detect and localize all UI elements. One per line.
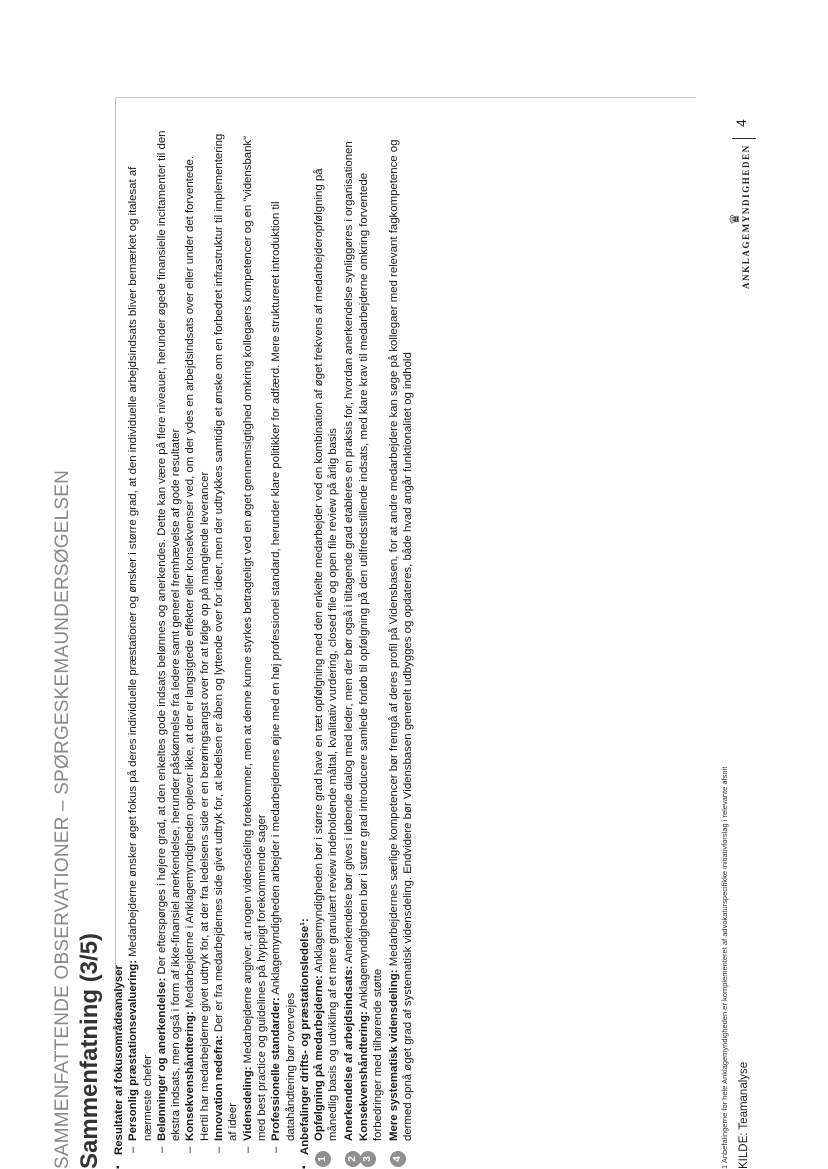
result-item-text: Medarbejderne ønsker øget fokus på deres individuelle præstationer og ønsker i større grad, at den individuelle arbejdsindsats bliver bemærket og italesat af nærmeste chefer	[127, 166, 154, 1141]
dash-bullet: –	[241, 1146, 254, 1153]
recommendation-text: Anklagemyndigheden bør i større grad have en tæt opfølgning med den enkelte medarbejder ved en kombination af øget frekvens af medarbejderopfølgning på månedlig basis og udvikling af et mere granulært review indeholdende måltal, kvalitativ vurdering, closed file og open file review på årlig basis	[313, 168, 340, 1141]
footer-separator	[732, 138, 756, 139]
recommendation-title: Konsekvenshåndtering:	[358, 1011, 371, 1141]
result-item-title: Vidensdeling:	[241, 1066, 254, 1141]
recommendation-item	[357, 129, 386, 1169]
result-item	[212, 129, 241, 1169]
result-item-text: Medarbejderne angiver, at nogen vidensdeling forekommer, men at denne kunne styrkes betragteligt ved en øget gennemsigtighed omkring kollegaers kompetencer og en "vidensbank" med best practice og guidelines på hyppigt forekommende sager	[241, 135, 268, 1141]
result-item	[183, 129, 212, 1169]
result-item-title: Belønninger og anerkendelse:	[155, 977, 168, 1141]
result-item-title: Personlig præstationsevaluering:	[127, 959, 140, 1141]
recommendation-item	[387, 129, 416, 1169]
recommendation-text: Anerkendelse bør gives i løbende dialog med leder, men der bør også i tiltagende grad etableres en praksis for, hvordan anerkendelse synliggøres i organisationen	[342, 141, 355, 966]
dash-bullet: –	[155, 1146, 168, 1153]
dash-bullet: –	[270, 1146, 283, 1153]
result-item	[126, 129, 155, 1169]
number-badge: 4	[390, 1151, 406, 1167]
result-item-title: Konsekvenshåndtering:	[184, 1011, 197, 1141]
recommendations-list	[312, 129, 415, 1169]
recommendation-title: Opfølgning på medarbejderne:	[313, 975, 326, 1141]
source-note: KILDE: Teamanalyse	[738, 1061, 750, 1169]
result-item-text: Der er fra medarbejdernes side givet udtryk for, at ledelsen er åben og lyttende over for ideer, men der udtrykkes samtidig et ønske om en forbedret infrastruktur til implementering af ideer	[213, 133, 240, 1141]
result-item-text: Der efterspørges i højere grad, at den enkeltes gode indsats belønnes og anerkendes. Dette kan være på flere niveauer, herunder øgede finansielle incitamenter til den ekstra indsats, men også i form af ikke-finansiel anerkendelse, herunder påskønnelse fra ledere samt generel fremhævelse af gode resultater	[155, 130, 183, 1141]
organization-logo	[727, 144, 758, 289]
recommendation-text: Anklagemyndigheden bør i større grad introducere samlede forløb til opfølgning på den utilfredsstillende indsats, med klare krav til medarbejderne omkring forventede forbedringer med tilhørende støtte	[358, 172, 385, 1141]
results-list	[126, 129, 298, 1169]
result-item-title: Professionelle standarder:	[270, 997, 283, 1141]
recommendation-title: Mere systematisk vidensdeling:	[387, 969, 400, 1141]
recommendation-title: Anerkendelse af arbejdsindsats:	[342, 965, 355, 1141]
footnote: 1 Anbefalingerne for hele Anklagemyndigheden er komplementeret af advokaturspecifikke initiativforslag i relevante afsnit	[720, 766, 729, 1169]
result-item-text: Anklagemyndigheden arbejder i medarbejdernes øjne med en høj professionel standard, herunder klare politikker for adfærd. Mere struktureret introduktion til datahåndtering bør overvejes	[270, 201, 297, 1141]
section-heading-recommendations: ▪ Anbefalinger drifts- og præstationsledelse¹:	[298, 129, 312, 1169]
number-badge: 3	[360, 1151, 376, 1167]
dash-bullet: –	[127, 1146, 140, 1153]
number-badge: 2	[345, 1151, 361, 1167]
recommendation-text: Medarbejdernes særlige kompetencer bør fremgå af deres profil på Vidensbasen, for at andre medarbejdere kan søge på kollegaer med relevant fagkompetence og dermed opnå øget grad af systematisk vidensdeling. Endvidere bør Vidensbasen generelt udbygges og opdateres, både hvad angår funktionalitet og indhold	[387, 139, 414, 1141]
page-supertitle: SAMMENFATTENDE OBSERVATIONER – SPØRGESKEMAUNDERSØGELSEN	[52, 469, 73, 1169]
section-heading-results: ▪ Resultater af fokusområdeanalyser	[112, 129, 126, 1169]
crown-icon: ♛	[727, 213, 742, 225]
recommendation-item	[342, 129, 356, 1169]
result-item-text: Medarbejderne i Anklagemyndigheden oplever ikke, at der er langsigtede effekter eller konsekvenser ved, om der ydes en arbejdsindsats over eller under det forventede. Hertil har medarbejderne givet udtryk for, at der fra ledelsens side er en berøringsangst over for at følge op på manglende leverancer	[184, 156, 211, 1141]
dash-bullet: –	[184, 1146, 197, 1153]
result-item	[241, 129, 270, 1169]
page-title: Sammenfatning (3/5)	[76, 932, 103, 1169]
result-item	[269, 129, 298, 1169]
result-item-title: Innovation nedefra:	[213, 1035, 226, 1141]
result-item	[155, 129, 184, 1169]
logo-text: ANKLAGEMYNDIGHEDEN	[741, 144, 751, 289]
dash-bullet: –	[213, 1146, 226, 1153]
page-content	[112, 129, 416, 1169]
page-number: 4	[733, 119, 749, 127]
recommendation-item	[312, 129, 341, 1169]
number-badge: 1	[315, 1151, 331, 1167]
